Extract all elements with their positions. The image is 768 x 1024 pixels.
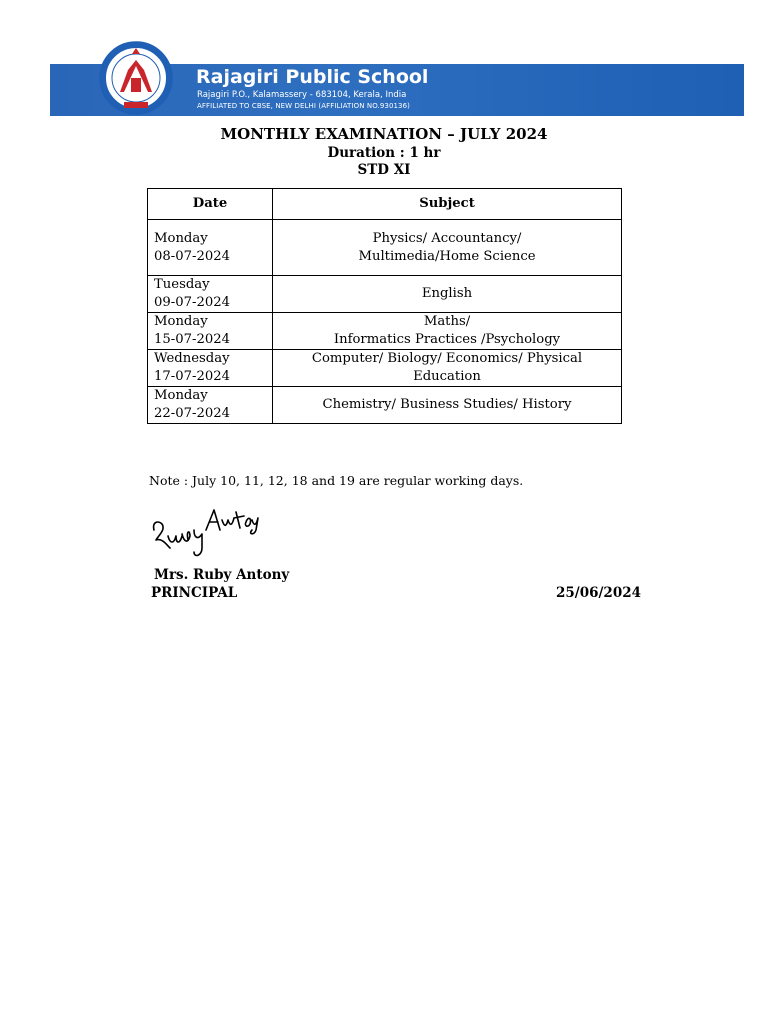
date-cell — [148, 387, 273, 424]
school-logo — [94, 40, 178, 120]
date-cell — [148, 350, 273, 387]
table-row — [148, 313, 622, 350]
subject-line: Computer/ Biology/ Economics/ Physical — [311, 351, 583, 366]
exam-date: 17-07-2024 — [154, 369, 231, 384]
issue-date: 25/06/2024 — [556, 585, 642, 601]
exam-duration: Duration : 1 hr — [327, 145, 441, 161]
subject-line: Physics/ Accountancy/ — [372, 230, 522, 246]
exam-date: 22-07-2024 — [154, 406, 231, 421]
signer-role: PRINCIPAL — [151, 585, 238, 601]
table-row — [148, 387, 622, 424]
exam-date: 15-07-2024 — [154, 332, 231, 347]
column-header-date: Date — [148, 189, 273, 220]
day-name: Tuesday — [154, 277, 210, 292]
date-cell — [148, 313, 273, 350]
table-row — [148, 350, 622, 387]
exam-title: MONTHLY EXAMINATION – JULY 2024 — [220, 125, 548, 143]
subject-cell — [273, 313, 622, 350]
school-affiliation: AFFILIATED TO CBSE, NEW DELHI (AFFILIATION NO.930136) — [197, 102, 410, 110]
subject-line: English — [421, 286, 473, 301]
exam-schedule-table — [147, 188, 622, 424]
signer-name: Mrs. Ruby Antony — [154, 567, 290, 583]
school-name: Rajagiri Public School — [196, 66, 429, 88]
subject-line: Informatics Practices /Psychology — [333, 332, 561, 347]
day-name: Wednesday — [154, 351, 230, 366]
date-cell — [148, 220, 273, 276]
subject-cell — [273, 350, 622, 387]
table-header-row — [148, 189, 622, 220]
day-name: Monday — [154, 230, 208, 246]
subject-line: Maths/ — [423, 314, 471, 329]
exam-date: 09-07-2024 — [154, 295, 231, 310]
subject-line: Multimedia/Home Science — [358, 248, 536, 264]
table-row — [148, 276, 622, 313]
column-header-subject: Subject — [273, 189, 622, 220]
subject-cell — [273, 387, 622, 424]
date-cell — [148, 276, 273, 313]
handwritten-signature — [148, 500, 264, 566]
subject-cell — [273, 220, 622, 276]
subject-line: Chemistry/ Business Studies/ History — [322, 397, 572, 412]
subject-line: Education — [413, 369, 481, 384]
day-name: Monday — [154, 314, 208, 329]
table-row — [148, 220, 622, 276]
day-name: Monday — [154, 388, 208, 403]
subject-cell — [273, 276, 622, 313]
school-address: Rajagiri P.O., Kalamassery - 683104, Kerala, India — [197, 90, 407, 100]
exam-date: 08-07-2024 — [154, 248, 231, 264]
exam-standard: STD XI — [357, 162, 411, 178]
working-days-note: Note : July 10, 11, 12, 18 and 19 are regular working days. — [149, 473, 524, 488]
